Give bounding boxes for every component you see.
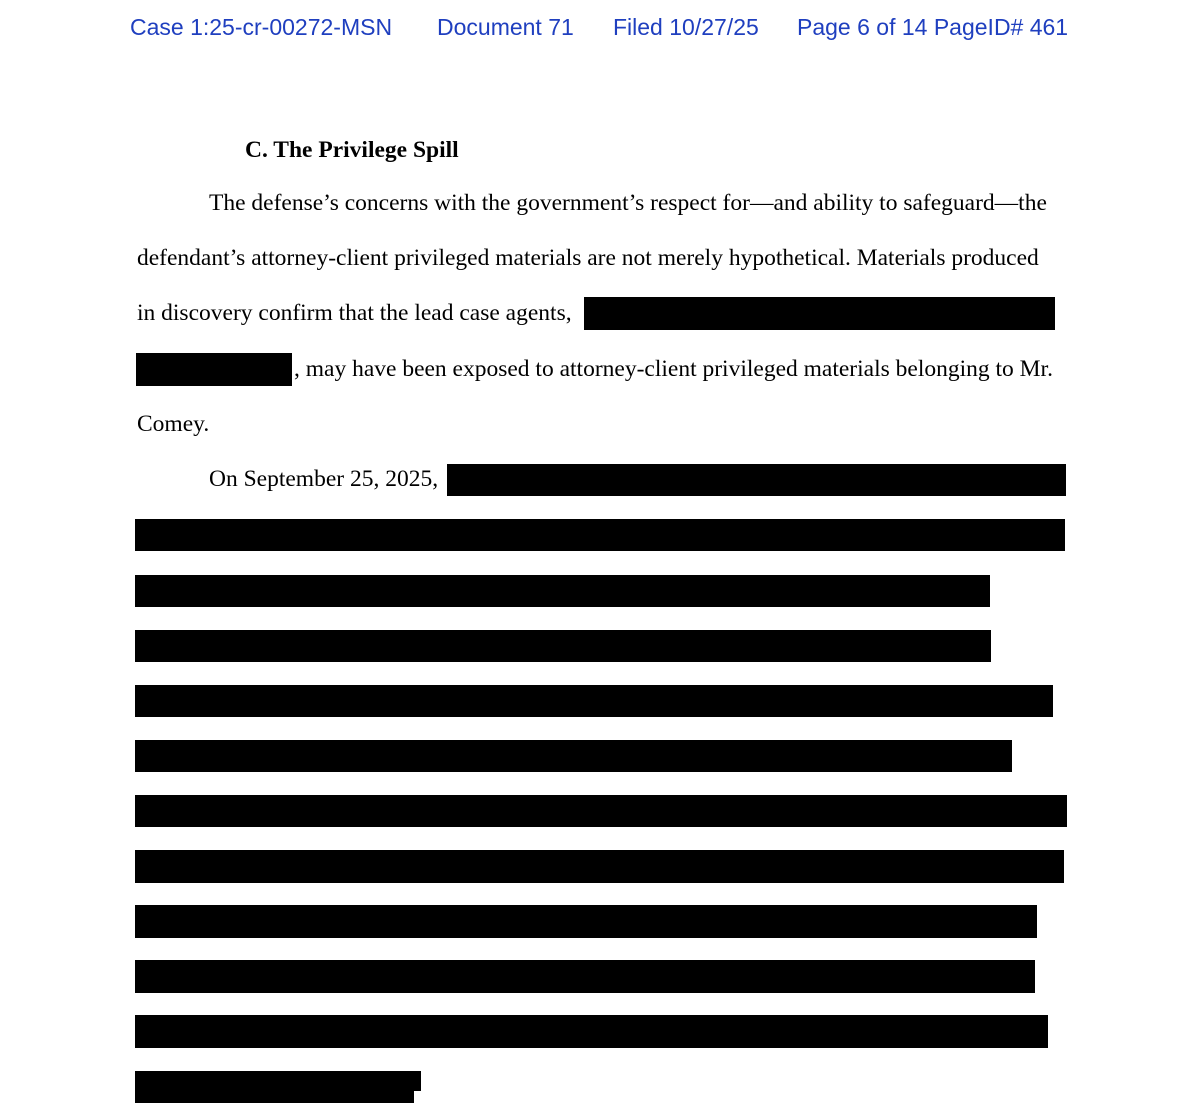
redaction-block	[135, 1015, 1048, 1048]
redaction-block	[135, 519, 1065, 551]
paragraph-line: The defense’s concerns with the government’s respect for—and ability to safeguard—the	[209, 190, 1047, 216]
filed-date: Filed 10/27/25	[613, 14, 759, 40]
redaction-block	[410, 1071, 421, 1091]
paragraph-line: in discovery confirm that the lead case agents,	[137, 300, 572, 326]
redaction-block	[135, 905, 1037, 938]
paragraph-line: , may have been exposed to attorney-client privileged materials belonging to Mr.	[294, 356, 1053, 382]
redaction-block	[135, 850, 1064, 883]
redaction-block	[135, 960, 1035, 993]
redaction-block	[447, 464, 1066, 496]
section-heading: C. The Privilege Spill	[245, 137, 459, 163]
paragraph-line: On September 25, 2025,	[209, 466, 439, 492]
redaction-block	[135, 740, 1012, 772]
case-number: Case 1:25-cr-00272-MSN	[130, 14, 393, 40]
paragraph-line: defendant’s attorney-client privileged materials are not merely hypothetical. Materials produced	[137, 245, 1039, 271]
document-number: Document 71	[437, 14, 574, 40]
redaction-block	[135, 685, 1053, 717]
redaction-block	[135, 575, 990, 607]
redaction-block	[135, 1071, 414, 1103]
page-info: Page 6 of 14 PageID# 461	[797, 14, 1069, 40]
redaction-block	[584, 297, 1055, 330]
paragraph-line: Comey.	[137, 411, 210, 437]
document-header	[0, 14, 1200, 48]
redaction-block	[135, 630, 991, 662]
redaction-block	[136, 353, 292, 386]
redaction-block	[135, 795, 1067, 827]
